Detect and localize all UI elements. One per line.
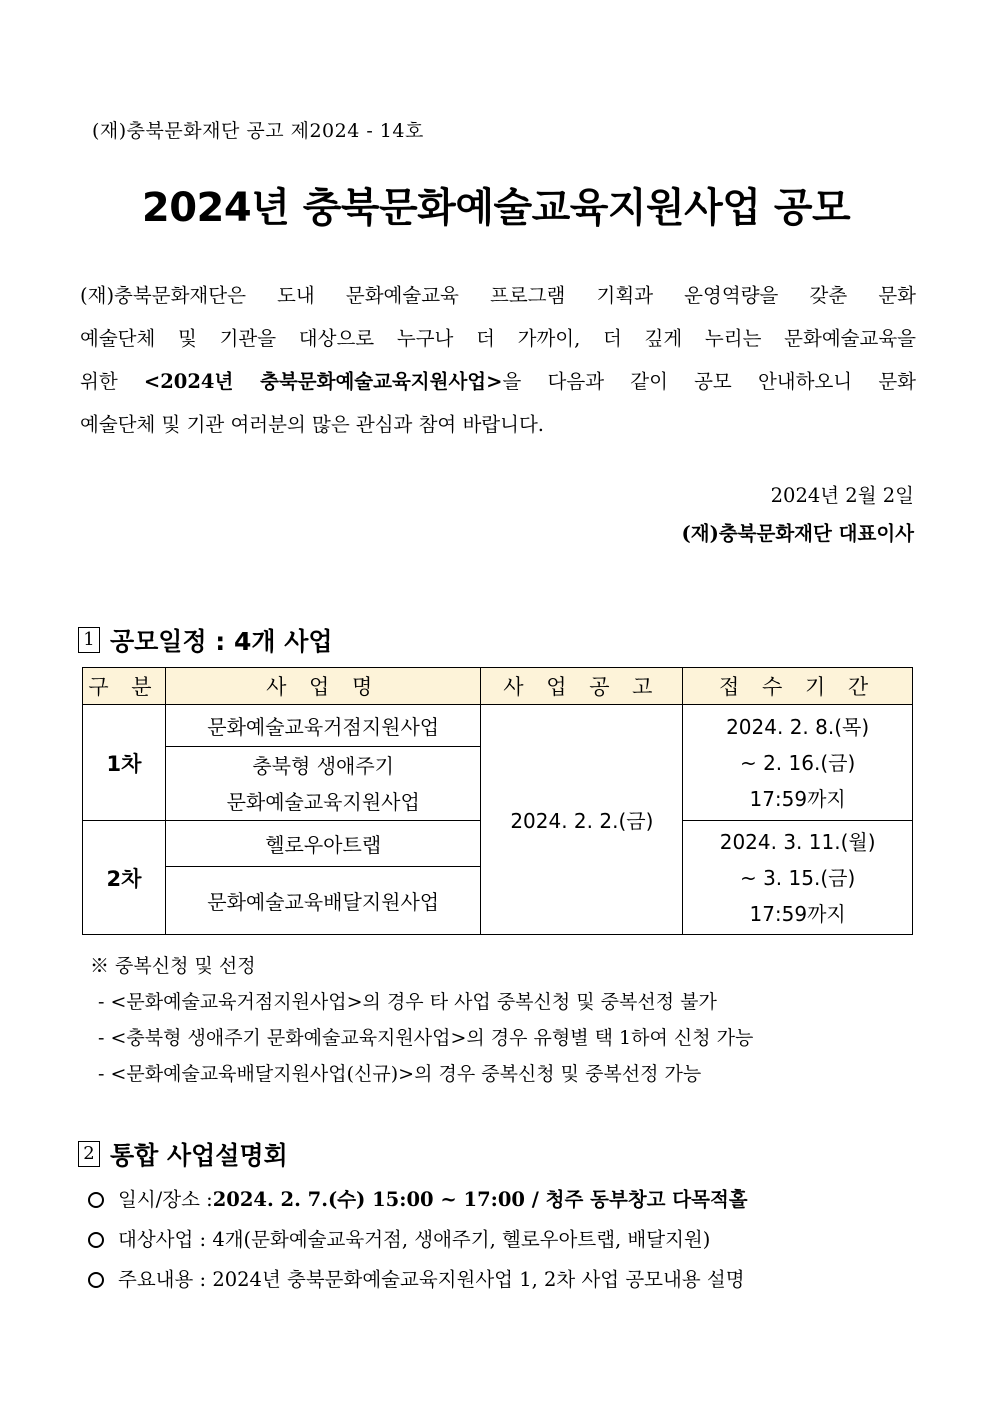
- period-1-cell: [683, 705, 913, 821]
- schedule-table: [82, 667, 913, 935]
- program-3-cell: 헬로우아트랩: [165, 821, 481, 867]
- header-round: 구 분: [83, 668, 166, 705]
- briefing-contents: 주요내용 : 2024년 충북문화예술교육지원사업 1, 2차 사업 공모내용 설명: [118, 1268, 745, 1291]
- period-2-cell: [683, 821, 913, 935]
- program-1-cell: 문화예술교육거점지원사업: [165, 705, 481, 747]
- briefing-targets: 대상사업 : 4개(문화예술교육거점, 생애주기, 헬로우아트랩, 배달지원): [118, 1228, 711, 1251]
- briefing-list: [88, 1180, 748, 1300]
- notes-item-1: - <문화예술교육거점지원사업>의 경우 타 사업 중복신청 및 중복선정 불가: [98, 991, 717, 1013]
- briefing-datetime-value: 2024. 2. 7.(수) 15:00 ~ 17:00 / 청주 동부창고 다목적홀: [212, 1188, 748, 1211]
- intro-line-3: [80, 360, 916, 403]
- program-4-cell: 문화예술교육배달지원사업: [165, 867, 481, 935]
- period-2-time: 17:59까지: [749, 901, 846, 926]
- briefing-datetime-label: 일시/장소 :: [118, 1188, 213, 1211]
- program-2-line-1: 충북형 생애주기: [252, 753, 394, 778]
- circle-bullet-icon: [88, 1192, 104, 1208]
- section-1-heading: [78, 622, 333, 658]
- period-1-end: ~ 2. 16.(금): [739, 750, 856, 775]
- notes-item-3: - <문화예술교육배달지원사업(신규)>의 경우 중복신청 및 중복선정 가능: [98, 1063, 702, 1085]
- notes-heading: ※ 중복신청 및 선정: [90, 955, 256, 977]
- header-program: 사 업 명: [165, 668, 481, 705]
- period-2-end: ~ 3. 15.(금): [739, 865, 856, 890]
- intro-program-name: <2024년 충북문화예술교육지원사업>: [143, 370, 503, 393]
- intro-line-3-post: 을 다음과 같이 공모 안내하오니 문화: [502, 370, 917, 393]
- page-title: 2024년 충북문화예술교육지원사업 공모: [141, 185, 851, 231]
- section-2-number: 2: [78, 1141, 100, 1167]
- notice-date: 2024년 2월 2일: [770, 484, 914, 507]
- list-item: [88, 1180, 748, 1220]
- round-1-cell: 1차: [83, 705, 166, 821]
- program-2-line-2: 문화예술교육지원사업: [226, 789, 420, 814]
- duplicate-notes: [90, 948, 753, 1092]
- round-2-cell: 2차: [83, 821, 166, 935]
- section-2-heading: [78, 1136, 288, 1172]
- announce-date-cell: 2024. 2. 2.(금): [481, 705, 683, 935]
- intro-line-4: 예술단체 및 기관 여러분의 많은 관심과 참여 바랍니다.: [80, 413, 545, 436]
- section-2-title: 통합 사업설명회: [110, 1141, 288, 1170]
- table-header-row: [83, 668, 913, 705]
- notes-item-2: - <충북형 생애주기 문화예술교육지원사업>의 경우 유형별 택 1하여 신청 가능: [98, 1027, 754, 1049]
- period-1-start: 2024. 2. 8.(목): [726, 714, 870, 739]
- list-item: [88, 1220, 748, 1260]
- program-2-cell: [165, 747, 481, 821]
- list-item: [88, 1260, 748, 1300]
- intro-line-2: 예술단체 및 기관을 대상으로 누구나 더 가까이, 더 깊게 누리는 문화예술교육을: [80, 327, 916, 350]
- notice-number: (재)충북문화재단 공고 제2024 - 14호: [92, 120, 424, 142]
- section-1-number: 1: [78, 627, 100, 653]
- intro-paragraph: [80, 274, 916, 446]
- notice-signer: (재)충북문화재단 대표이사: [681, 522, 914, 545]
- section-1-title: 공모일정 : 4개 사업: [110, 627, 333, 656]
- circle-bullet-icon: [88, 1232, 104, 1248]
- header-period: 접 수 기 간: [683, 668, 913, 705]
- period-1-time: 17:59까지: [749, 786, 846, 811]
- period-2-start: 2024. 3. 11.(월): [719, 829, 876, 854]
- circle-bullet-icon: [88, 1272, 104, 1288]
- table-row: [83, 705, 913, 747]
- header-announcement: 사 업 공 고: [481, 668, 683, 705]
- intro-line-1: (재)충북문화재단은 도내 문화예술교육 프로그램 기획과 운영역량을 갖춘 문화: [80, 284, 916, 307]
- intro-line-3-pre: 위한: [80, 370, 144, 393]
